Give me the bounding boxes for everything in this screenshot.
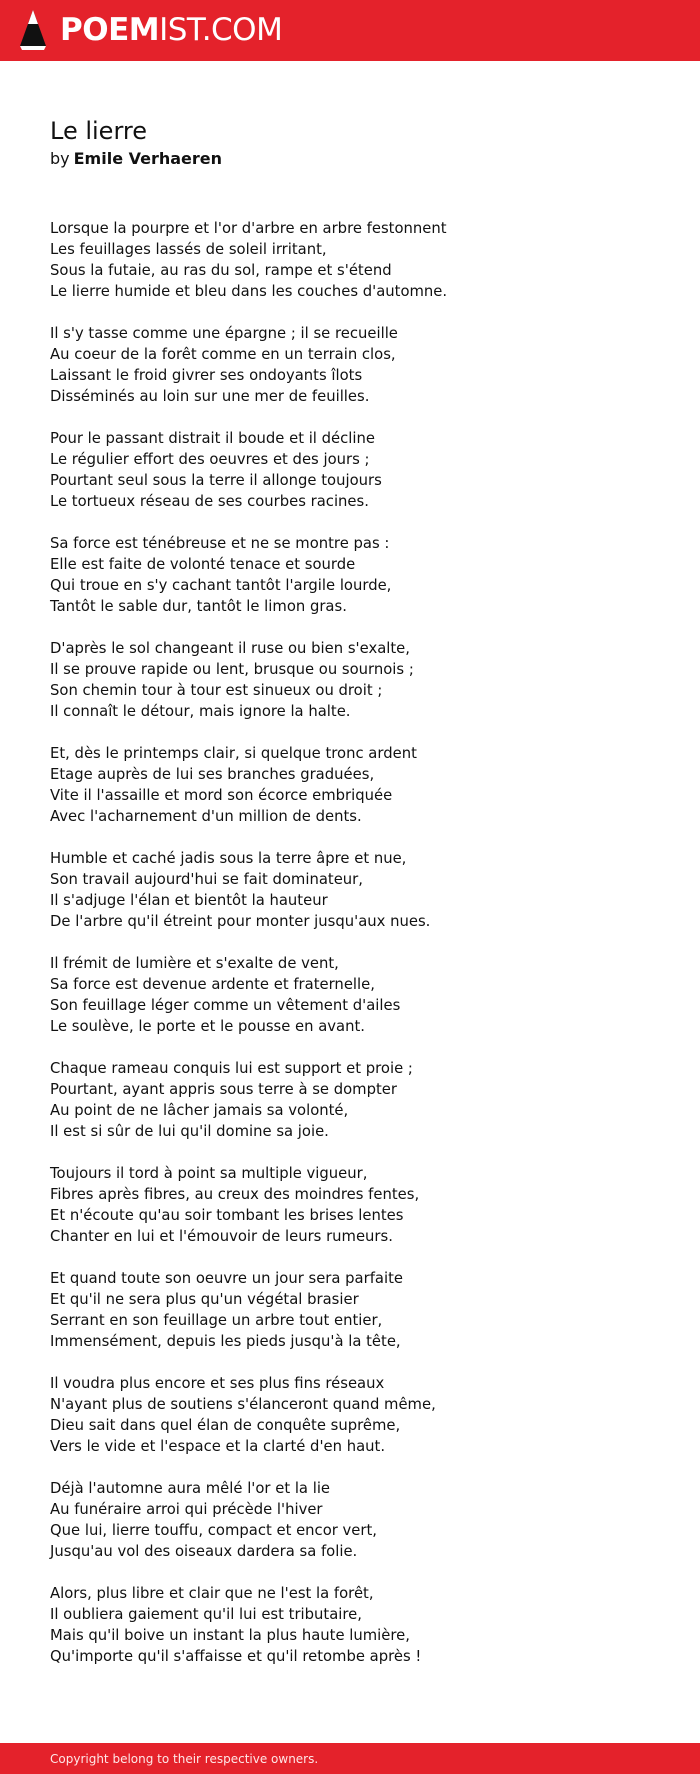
- poem-line: Les feuillages lassés de soleil irritant,: [50, 241, 327, 258]
- poem-line: Vers le vide et l'espace et la clarté d'en haut.: [50, 1438, 386, 1455]
- poem-line: Et qu'il ne sera plus qu'un végétal brasier: [50, 1291, 359, 1308]
- poem-stanza: [50, 1058, 650, 1142]
- poem-line: Mais qu'il boive un instant la plus haute lumière,: [50, 1627, 410, 1644]
- byline: [50, 148, 222, 170]
- poem-line: Il frémit de lumière et s'exalte de vent,: [50, 955, 339, 972]
- poem-line: Disséminés au loin sur une mer de feuilles.: [50, 388, 370, 405]
- poem-line: Tantôt le sable dur, tantôt le limon gras.: [50, 598, 347, 615]
- poem-line: Jusqu'au vol des oiseaux dardera sa folie.: [50, 1543, 358, 1560]
- poem-line: Qui troue en s'y cachant tantôt l'argile lourde,: [50, 577, 392, 594]
- poem-line: Et n'écoute qu'au soir tombant les brises lentes: [50, 1207, 404, 1224]
- poem-stanza: [50, 1268, 650, 1352]
- poem-line: De l'arbre qu'il étreint pour monter jusqu'aux nues.: [50, 913, 431, 930]
- poem-line: Pourtant, ayant appris sous terre à se dompter: [50, 1081, 397, 1098]
- poem-line: Au point de ne lâcher jamais sa volonté,: [50, 1102, 349, 1119]
- poem-line: Sa force est ténébreuse et ne se montre pas :: [50, 535, 390, 552]
- site-header: [0, 0, 700, 61]
- brand-name-light: IST.COM: [159, 12, 283, 48]
- poem-line: D'après le sol changeant il ruse ou bien s'exalte,: [50, 640, 410, 657]
- poem-line: Le tortueux réseau de ses courbes racines.: [50, 493, 369, 510]
- poem-line: Chanter en lui et l'émouvoir de leurs rumeurs.: [50, 1228, 393, 1245]
- poem-stanza: [50, 1478, 650, 1562]
- poem-line: Le soulève, le porte et le pousse en avant.: [50, 1018, 366, 1035]
- poem-stanza: [50, 428, 650, 512]
- poem-line: Et quand toute son oeuvre un jour sera parfaite: [50, 1270, 404, 1287]
- poem-stanza: [50, 1373, 650, 1457]
- poem-stanza: [50, 1583, 650, 1667]
- site-logo-link[interactable]: [18, 8, 282, 52]
- poem-stanza: [50, 1163, 650, 1247]
- poem-line: Fibres après fibres, au creux des moindres fentes,: [50, 1186, 420, 1203]
- poem-line: Il s'y tasse comme une épargne ; il se recueille: [50, 325, 398, 342]
- poem-line: Au funéraire arroi qui précède l'hiver: [50, 1501, 323, 1518]
- poem-line: Il connaît le détour, mais ignore la halte.: [50, 703, 351, 720]
- poem-line: Avec l'acharnement d'un million de dents.: [50, 808, 362, 825]
- poem-line: Sous la futaie, au ras du sol, rampe et s'étend: [50, 262, 392, 279]
- poem-line: Pourtant seul sous la terre il allonge toujours: [50, 472, 382, 489]
- poem-stanza: [50, 953, 650, 1037]
- poem-line: Qu'importe qu'il s'affaisse et qu'il retombe après !: [50, 1648, 422, 1665]
- poem-stanza: [50, 638, 650, 722]
- poem-line: Son chemin tour à tour est sinueux ou droit ;: [50, 682, 383, 699]
- author-name[interactable]: Emile Verhaeren: [73, 149, 223, 168]
- poem-stanza: [50, 218, 650, 302]
- poem-line: Lorsque la pourpre et l'or d'arbre en arbre festonnent: [50, 220, 447, 237]
- brand-name-bold: POEM: [60, 12, 160, 48]
- poem-line: Elle est faite de volonté tenace et sourde: [50, 556, 356, 573]
- poem-line: Sa force est devenue ardente et fraternelle,: [50, 976, 375, 993]
- by-label: by: [50, 149, 70, 168]
- poem-line: Le régulier effort des oeuvres et des jours ;: [50, 451, 370, 468]
- poem-line: Il se prouve rapide ou lent, brusque ou sournois ;: [50, 661, 414, 678]
- poem-line: Que lui, lierre touffu, compact et encor vert,: [50, 1522, 377, 1539]
- copyright-notice: Copyright belong to their respective owners.: [50, 1752, 319, 1766]
- poem-stanza: [50, 743, 650, 827]
- poem-line: Alors, plus libre et clair que ne l'est la forêt,: [50, 1585, 374, 1602]
- poem-line: Vite il l'assaille et mord son écorce embriquée: [50, 787, 393, 804]
- poem-line: Pour le passant distrait il boude et il décline: [50, 430, 375, 447]
- poem-line: Le lierre humide et bleu dans les couches d'automne.: [50, 283, 448, 300]
- poem-line: Laissant le froid givrer ses ondoyants îlots: [50, 367, 363, 384]
- poem-line: Déjà l'automne aura mêlé l'or et la lie: [50, 1480, 331, 1497]
- poem-line: Et, dès le printemps clair, si quelque tronc ardent: [50, 745, 417, 762]
- poem-line: Immensément, depuis les pieds jusqu'à la tête,: [50, 1333, 401, 1350]
- poem-line: Au coeur de la forêt comme en un terrain clos,: [50, 346, 396, 363]
- poem-stanza: [50, 533, 650, 617]
- poem-line: Serrant en son feuillage un arbre tout entier,: [50, 1312, 383, 1329]
- poem-line: Etage auprès de lui ses branches graduées,: [50, 766, 375, 783]
- poem-line: Il est si sûr de lui qu'il domine sa joie.: [50, 1123, 329, 1140]
- poem-line: Chaque rameau conquis lui est support et proie ;: [50, 1060, 413, 1077]
- pencil-tip-icon: [18, 8, 48, 52]
- site-footer: [0, 1743, 700, 1774]
- poem-title: Le lierre: [50, 117, 147, 145]
- poem-stanza: [50, 848, 650, 932]
- poem-line: Dieu sait dans quel élan de conquête suprême,: [50, 1417, 401, 1434]
- poem-line: Son feuillage léger comme un vêtement d'ailes: [50, 997, 401, 1014]
- poem-line: Humble et caché jadis sous la terre âpre et nue,: [50, 850, 407, 867]
- poem-body: [50, 218, 650, 1688]
- poem-line: Il voudra plus encore et ses plus fins réseaux: [50, 1375, 385, 1392]
- poem-stanza: [50, 323, 650, 407]
- poem-line: N'ayant plus de soutiens s'élanceront quand même,: [50, 1396, 436, 1413]
- brand-name: [60, 8, 282, 52]
- poem-line: Il oubliera gaiement qu'il lui est tributaire,: [50, 1606, 362, 1623]
- poem-line: Toujours il tord à point sa multiple vigueur,: [50, 1165, 368, 1182]
- poem-line: Il s'adjuge l'élan et bientôt la hauteur: [50, 892, 328, 909]
- poem-line: Son travail aujourd'hui se fait dominateur,: [50, 871, 363, 888]
